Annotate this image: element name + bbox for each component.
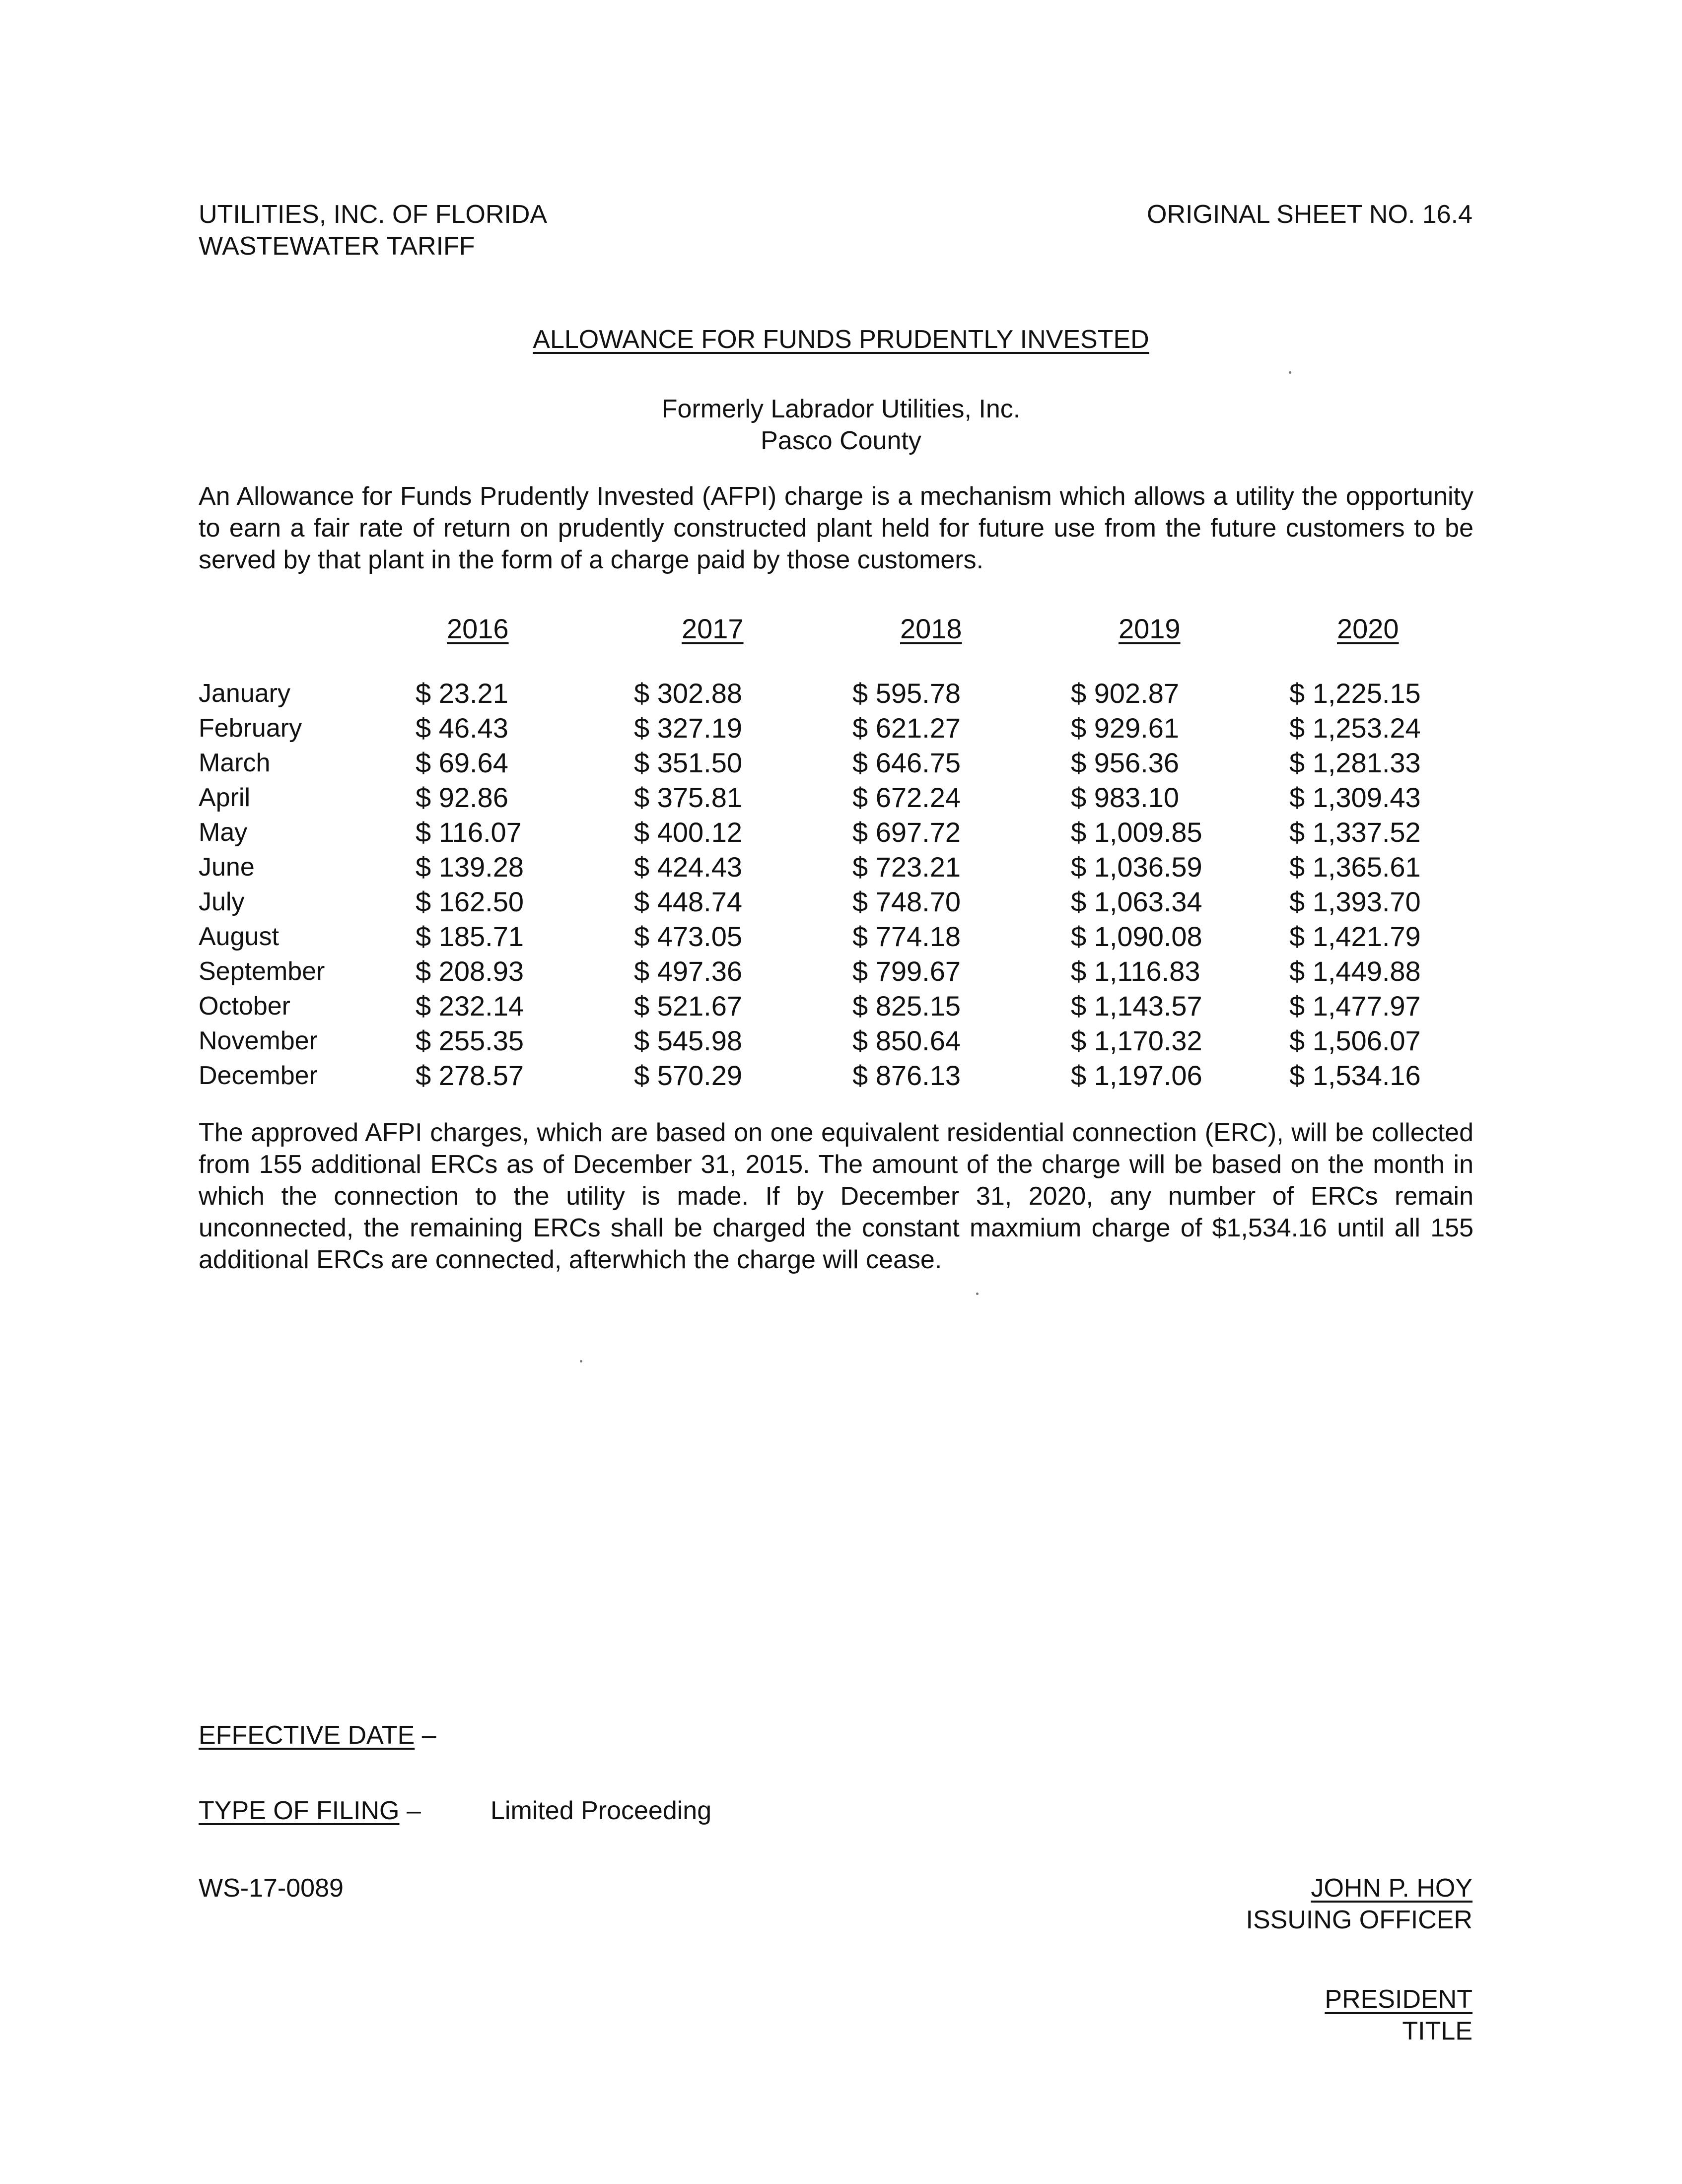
table-row <box>199 746 1473 780</box>
officer-title-text: PRESIDENT <box>1325 1985 1472 2014</box>
table-row <box>199 1024 1473 1058</box>
charge-cell: $ 1,253.24 <box>1289 712 1421 744</box>
month-label: November <box>199 1026 318 1055</box>
month-label: March <box>199 749 271 777</box>
month-label: July <box>199 887 245 916</box>
year-header: 2017 <box>682 613 744 644</box>
charge-cell: $ 1,534.16 <box>1289 1060 1421 1091</box>
table-row <box>199 815 1473 850</box>
charge-cell: $ 1,506.07 <box>1289 1025 1421 1056</box>
afpi-charge-table <box>199 612 1473 1093</box>
charge-cell: $ 375.81 <box>634 782 742 813</box>
charge-cell: $ 69.64 <box>416 747 508 778</box>
charge-cell: $ 850.64 <box>852 1025 961 1056</box>
charge-cell: $ 1,337.52 <box>1289 817 1421 848</box>
charge-cell: $ 1,449.88 <box>1289 956 1421 987</box>
type-of-filing-label: TYPE OF FILING <box>199 1796 400 1825</box>
charge-cell: $ 876.13 <box>852 1060 961 1091</box>
table-row <box>199 954 1473 989</box>
year-header: 2018 <box>900 613 962 644</box>
scan-speck <box>1289 371 1291 374</box>
type-of-filing <box>199 1795 421 1827</box>
month-label: October <box>199 992 290 1021</box>
issuing-officer-label: ISSUING OFFICER <box>1246 1906 1472 1934</box>
charge-cell: $ 1,116.83 <box>1071 956 1200 987</box>
month-label: May <box>199 818 248 847</box>
charge-cell: $ 1,365.61 <box>1289 851 1421 883</box>
month-label: February <box>199 714 302 743</box>
header-left <box>199 199 547 262</box>
year-header: 2016 <box>447 613 509 644</box>
charge-cell: $ 697.72 <box>852 817 961 848</box>
charge-cell: $ 116.07 <box>416 817 522 848</box>
month-label: September <box>199 957 325 986</box>
charge-cell: $ 1,009.85 <box>1071 817 1202 848</box>
charge-cell: $ 23.21 <box>416 678 508 709</box>
charge-cell: $ 255.35 <box>416 1025 524 1056</box>
charge-cell: $ 139.28 <box>416 851 524 883</box>
type-of-filing-value: Limited Proceeding <box>491 1796 712 1825</box>
officer-title-value <box>1325 1983 1472 2015</box>
issuing-officer-name <box>1311 1872 1472 1904</box>
closing-paragraph: The approved AFPI charges, which are based on one equivalent residential connection (ERC), will be collected from 155 additional ERCs as of December 31, 2015. The amount of the charge will be based on the month in which the connection to the utility is made. If by December 31, 2020, any number of ERCs remain unconnected, the remaining ERCs shall be charged the constant maxmium charge of $1,534.16 until all 155 additional ERCs are connected, afterwhich the charge will cease. <box>199 1118 1473 1274</box>
effective-date-dash: – <box>415 1721 436 1750</box>
charge-cell: $ 232.14 <box>416 990 524 1022</box>
charge-cell: $ 774.18 <box>852 921 961 952</box>
tariff-name: WASTEWATER TARIFF <box>199 232 475 261</box>
charge-cell: $ 424.43 <box>634 851 742 883</box>
charge-cell: $ 327.19 <box>634 712 742 744</box>
table-row <box>199 885 1473 919</box>
company-name: UTILITIES, INC. OF FLORIDA <box>199 200 548 229</box>
month-label: August <box>199 922 279 951</box>
charge-cell: $ 983.10 <box>1071 782 1179 813</box>
charge-cell: $ 521.67 <box>634 990 742 1022</box>
charge-cell: $ 646.75 <box>852 747 961 778</box>
charge-cell: $ 1,143.57 <box>1071 990 1202 1022</box>
officer-title-label: TITLE <box>1402 2017 1472 2046</box>
table-row <box>199 850 1473 885</box>
sheet-number: ORIGINAL SHEET NO. 16.4 <box>1147 200 1472 229</box>
subtitle <box>0 393 1682 457</box>
table-row <box>199 919 1473 954</box>
charge-cell: $ 46.43 <box>416 712 508 744</box>
charge-cell: $ 929.61 <box>1071 712 1179 744</box>
scan-speck <box>580 1360 582 1363</box>
charge-cell: $ 1,197.06 <box>1071 1060 1202 1091</box>
charge-cell: $ 1,225.15 <box>1289 678 1421 709</box>
charge-cell: $ 545.98 <box>634 1025 742 1056</box>
charge-cell: $ 1,090.08 <box>1071 921 1202 952</box>
charge-cell: $ 351.50 <box>634 747 742 778</box>
intro-paragraph: An Allowance for Funds Prudently Invested (AFPI) charge is a mechanism which allows a utility the opportunity to earn a fair rate of return on prudently constructed plant held for future use from the future customers to be served by that plant in the form of a charge paid by those customers. <box>199 482 1473 574</box>
table-row <box>199 780 1473 815</box>
table-row <box>199 989 1473 1024</box>
charge-cell: $ 162.50 <box>416 886 524 917</box>
charge-cell: $ 1,421.79 <box>1289 921 1421 952</box>
charge-cell: $ 799.67 <box>852 956 961 987</box>
charge-cell: $ 1,309.43 <box>1289 782 1421 813</box>
charge-cell: $ 672.24 <box>852 782 961 813</box>
subtitle-line-1: Formerly Labrador Utilities, Inc. <box>661 395 1021 423</box>
month-label: April <box>199 783 251 812</box>
charge-cell: $ 902.87 <box>1071 678 1179 709</box>
table-row <box>199 711 1473 746</box>
month-label: January <box>199 679 290 708</box>
charge-cell: $ 1,170.32 <box>1071 1025 1202 1056</box>
charge-cell: $ 448.74 <box>634 886 742 917</box>
table-row <box>199 676 1473 711</box>
charge-cell: $ 1,281.33 <box>1289 747 1421 778</box>
charge-cell: $ 1,036.59 <box>1071 851 1202 883</box>
year-header: 2019 <box>1119 613 1181 644</box>
charge-cell: $ 92.86 <box>416 782 508 813</box>
officer-name-text: JOHN P. HOY <box>1311 1874 1472 1903</box>
scan-speck <box>976 1293 979 1295</box>
charge-cell: $ 302.88 <box>634 678 742 709</box>
charge-cell: $ 748.70 <box>852 886 961 917</box>
year-header: 2020 <box>1337 613 1399 644</box>
docket-number: WS-17-0089 <box>199 1874 344 1903</box>
subtitle-line-2: Pasco County <box>761 426 921 455</box>
table-row <box>199 1058 1473 1093</box>
table-body <box>199 676 1473 1093</box>
effective-date <box>199 1719 436 1751</box>
table-header-row <box>199 612 1473 646</box>
charge-cell: $ 595.78 <box>852 678 961 709</box>
charge-cell: $ 723.21 <box>852 851 961 883</box>
charge-cell: $ 400.12 <box>634 817 742 848</box>
document-title-text: ALLOWANCE FOR FUNDS PRUDENTLY INVESTED <box>533 325 1149 354</box>
charge-cell: $ 473.05 <box>634 921 742 952</box>
charge-cell: $ 185.71 <box>416 921 524 952</box>
effective-date-label: EFFECTIVE DATE <box>199 1721 415 1750</box>
charge-cell: $ 1,477.97 <box>1289 990 1421 1022</box>
month-label: June <box>199 853 255 882</box>
charge-cell: $ 1,393.70 <box>1289 886 1421 917</box>
document-title <box>0 324 1682 355</box>
charge-cell: $ 825.15 <box>852 990 961 1022</box>
charge-cell: $ 621.27 <box>852 712 961 744</box>
charge-cell: $ 497.36 <box>634 956 742 987</box>
charge-cell: $ 956.36 <box>1071 747 1179 778</box>
charge-cell: $ 1,063.34 <box>1071 886 1202 917</box>
charge-cell: $ 278.57 <box>416 1060 524 1091</box>
charge-cell: $ 208.93 <box>416 956 524 987</box>
charge-cell: $ 570.29 <box>634 1060 742 1091</box>
month-label: December <box>199 1061 318 1090</box>
type-of-filing-dash: – <box>399 1796 421 1825</box>
